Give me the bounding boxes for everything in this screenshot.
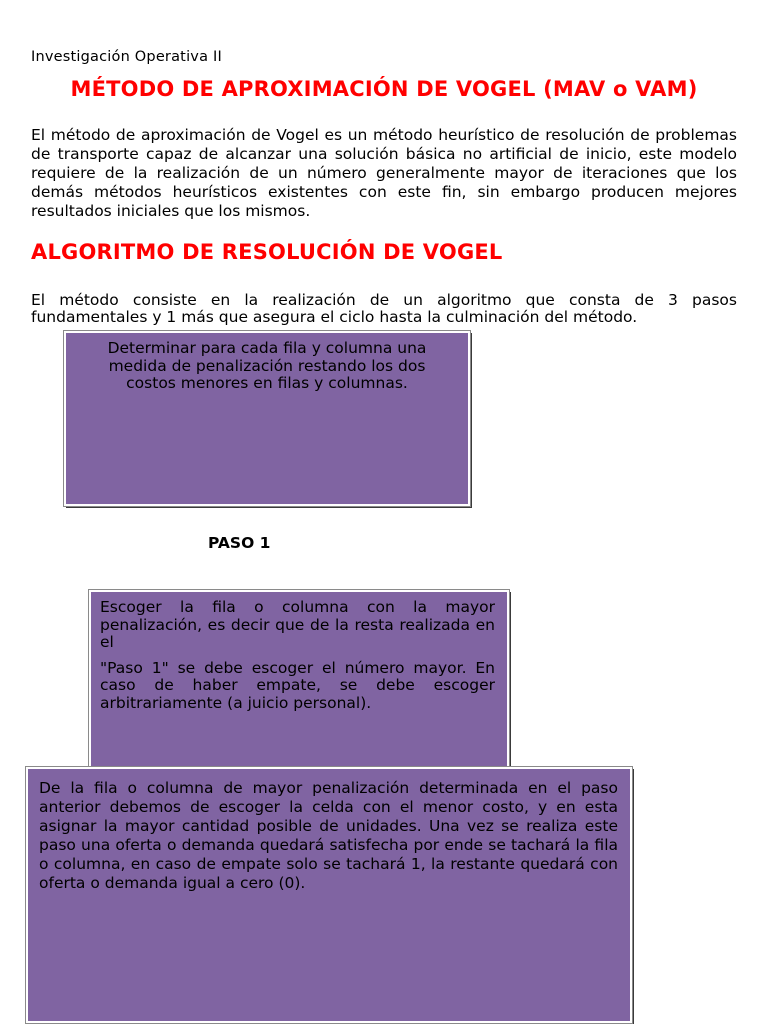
step-1-label: PASO 1 xyxy=(208,534,271,552)
intro-paragraph: El método de aproximación de Vogel es un método heurístico de resolución de problemas de transporte capaz de alcanzar una solución básica no artificial de inicio, este modelo requiere de la realización de un número generalmente mayor de iteraciones que los demás métodos heurísticos existentes con este fin, sin embargo producen mejores resultados iniciales que los mismos. xyxy=(31,126,737,220)
step-box-select-max-penalty xyxy=(89,590,509,770)
step-box-penalization xyxy=(64,331,470,506)
course-header: Investigación Operativa II xyxy=(31,49,222,65)
step-box-assign-text: De la fila o columna de mayor penalización determinada en el paso anterior debemos de escoger la celda con el menor costo, y en esta asignar la mayor cantidad posible de unidades. Una vez se realiza este paso una oferta o demanda quedará satisfecha por ende se tachará la fila o columna, en caso de empate solo se tachará 1, la restante quedará con oferta o demanda igual a cero (0). xyxy=(39,779,618,892)
step-box-penalization-text: Determinar para cada fila y columna una medida de penalización restando los dos costos menores en filas y columnas. xyxy=(107,339,427,392)
step-box-assign-min-cost xyxy=(26,767,632,1023)
step-box-select-text-1: Escoger la fila o columna con la mayor penalización, es decir que de la resta realizada en el xyxy=(100,598,495,651)
section-heading: ALGORITMO DE RESOLUCIÓN DE VOGEL xyxy=(31,240,503,264)
document-title: MÉTODO DE APROXIMACIÓN DE VOGEL (MAV o VAM) xyxy=(70,77,698,101)
algorithm-intro-paragraph: El método consiste en la realización de un algoritmo que consta de 3 pasos fundamentales y 1 más que asegura el ciclo hasta la culminación del método. xyxy=(31,291,737,326)
step-box-select-text-2: "Paso 1" se debe escoger el número mayor. En caso de haber empate, se debe escoger arbitrariamente (a juicio personal). xyxy=(100,658,495,712)
